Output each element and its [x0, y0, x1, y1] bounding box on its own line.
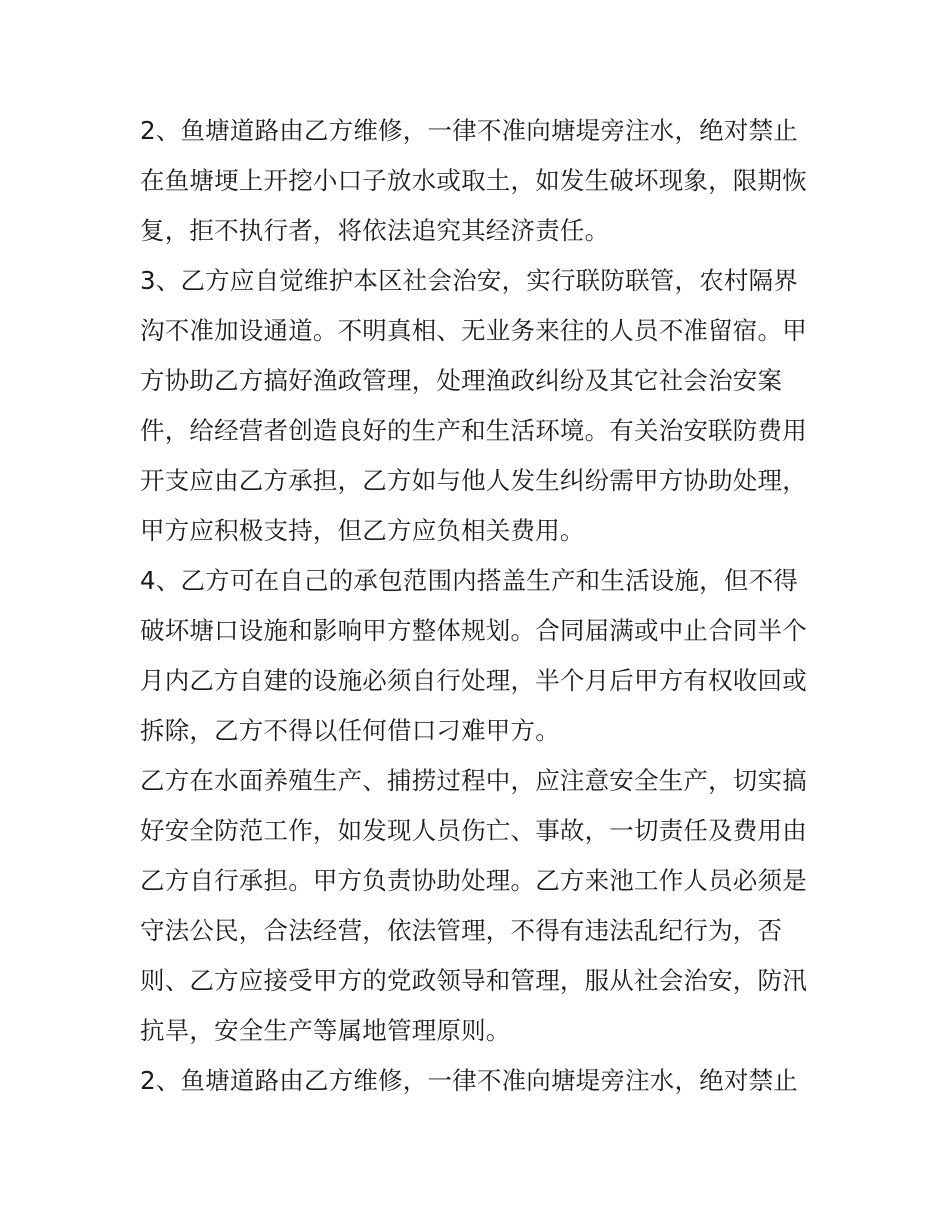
paragraph-clause-4: [140, 556, 820, 756]
text-line: 甲方应积极支持，但乙方应负相关费用。: [140, 516, 585, 545]
text-line: 件，给经营者创造良好的生产和生活环境。有关治安联防费用: [140, 416, 807, 445]
text-line: 2、鱼塘道路由乙方维修，一律不准向塘堤旁注水，绝对禁止: [140, 1066, 798, 1095]
paragraph-clause-2: [140, 106, 820, 256]
text-line: 方协助乙方搞好渔政管理，处理渔政纠纷及其它社会治安案: [140, 366, 783, 395]
paragraph-clause-2-repeat: [140, 1056, 820, 1106]
text-line: 乙方在水面养殖生产、捕捞过程中，应注意安全生产，切实搞: [140, 766, 807, 795]
text-line: 守法公民，合法经营，依法管理，不得有违法乱纪行为，否: [140, 916, 783, 945]
text-line: 2、鱼塘道路由乙方维修，一律不准向塘堤旁注水，绝对禁止: [140, 116, 798, 145]
text-line: 4、乙方可在自己的承包范围内搭盖生产和生活设施，但不得: [140, 566, 798, 595]
text-line: 拆除，乙方不得以任何借口刁难甲方。: [140, 716, 560, 745]
text-line: 乙方自行承担。甲方负责协助处理。乙方来池工作人员必须是: [140, 866, 807, 895]
text-line: 在鱼塘埂上开挖小口子放水或取土，如发生破坏现象，限期恢: [140, 166, 807, 195]
paragraph-clause-3: [140, 256, 820, 556]
text-line: 复，拒不执行者，将依法追究其经济责任。: [140, 216, 610, 245]
text-line: 则、乙方应接受甲方的党政领导和管理，服从社会治安，防汛: [140, 966, 807, 995]
text-line: 破坏塘口设施和影响甲方整体规划。合同届满或中止合同半个: [140, 616, 807, 645]
text-line: 沟不准加设通道。不明真相、无业务来往的人员不准留宿。甲: [140, 316, 807, 345]
text-line: 月内乙方自建的设施必须自行处理，半个月后甲方有权收回或: [140, 666, 807, 695]
text-line: 好安全防范工作，如发现人员伤亡、事故，一切责任及费用由: [140, 816, 807, 845]
document-body: [140, 106, 820, 1106]
text-line: 抗旱，安全生产等属地管理原则。: [140, 1016, 511, 1045]
text-line: 3、乙方应自觉维护本区社会治安，实行联防联管，农村隔界: [140, 266, 798, 295]
text-line: 开支应由乙方承担，乙方如与他人发生纠纷需甲方协助处理，: [140, 466, 807, 495]
paragraph-safety: [140, 756, 820, 1056]
